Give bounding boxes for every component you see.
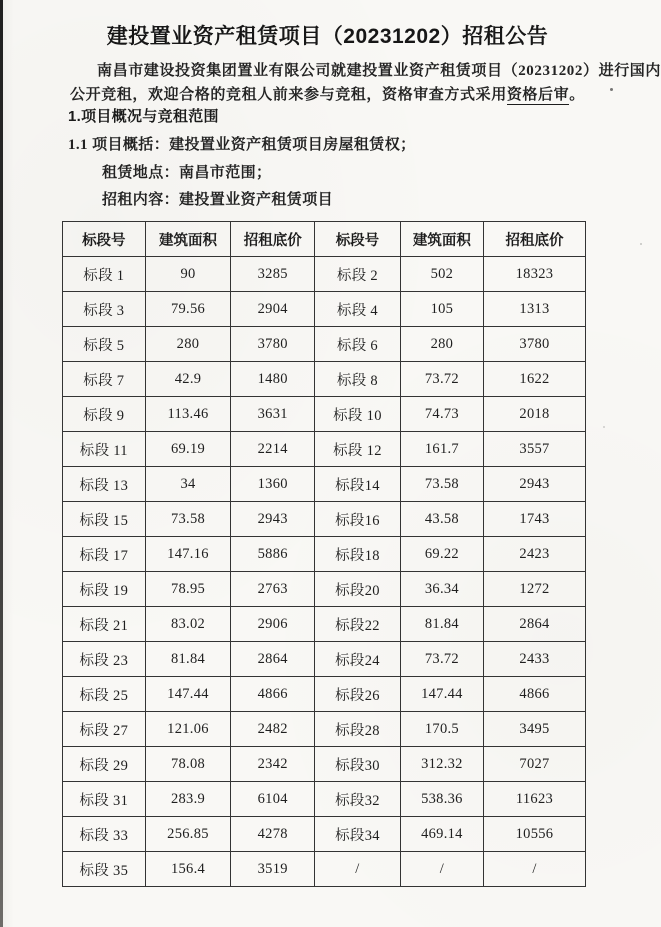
table-row — [63, 362, 586, 397]
scan-speck — [640, 243, 642, 245]
table-cell: 标段 12 — [315, 432, 401, 467]
table-cell: 280 — [400, 327, 483, 362]
table-head — [63, 222, 586, 257]
table-cell: 11623 — [483, 782, 585, 817]
table-cell: 105 — [400, 292, 483, 327]
table-cell: 280 — [145, 327, 231, 362]
scan-speck — [610, 88, 613, 91]
table-cell: 标段 6 — [315, 327, 401, 362]
table-cell: 73.72 — [400, 642, 483, 677]
table-row — [63, 537, 586, 572]
table-cell: 标段 29 — [63, 747, 146, 782]
intro-line2-period: 。 — [569, 87, 585, 103]
table-cell: 36.34 — [400, 572, 483, 607]
item-lease-content: 招租内容：建投置业资产租赁项目 — [102, 192, 334, 208]
table-cell: 标段20 — [315, 572, 401, 607]
table-cell: 3780 — [483, 327, 585, 362]
section-1-heading: 1.项目概况与竞租范围 — [68, 108, 219, 125]
table-cell: 标段 35 — [63, 852, 146, 887]
table-cell: 标段 23 — [63, 642, 146, 677]
table-cell: 69.22 — [400, 537, 483, 572]
table-cell: / — [315, 852, 401, 887]
table-cell: 4866 — [483, 677, 585, 712]
table-cell: 5886 — [231, 537, 315, 572]
table-cell: 3495 — [483, 712, 585, 747]
table-cell: 18323 — [483, 257, 585, 292]
intro-paragraph-line2 — [70, 83, 585, 104]
table-cell: 312.32 — [400, 747, 483, 782]
table-cell: 1480 — [231, 362, 315, 397]
table-cell: 3557 — [483, 432, 585, 467]
table-cell: 69.19 — [145, 432, 231, 467]
table-cell: 502 — [400, 257, 483, 292]
table-cell: 标段14 — [315, 467, 401, 502]
bid-sections-table — [62, 221, 586, 887]
table-cell: 1743 — [483, 502, 585, 537]
scanner-edge-shadow — [0, 0, 3, 927]
table-cell: / — [483, 852, 585, 887]
table-cell: 1622 — [483, 362, 585, 397]
table-cell: 2342 — [231, 747, 315, 782]
table-cell: 147.16 — [145, 537, 231, 572]
table-cell: 4278 — [231, 817, 315, 852]
table-cell: 113.46 — [145, 397, 231, 432]
table-cell: 79.56 — [145, 292, 231, 327]
table-header-cell: 招租底价 — [231, 222, 315, 257]
table-cell: 2943 — [483, 467, 585, 502]
table-cell: 2904 — [231, 292, 315, 327]
document-title: 建投置业资产租赁项目（20231202）招租公告 — [106, 25, 549, 48]
table-row — [63, 712, 586, 747]
table-cell: 标段 2 — [315, 257, 401, 292]
table-cell: 标段 7 — [63, 362, 146, 397]
table-cell: 81.84 — [145, 642, 231, 677]
table-row — [63, 432, 586, 467]
table-cell: 标段 31 — [63, 782, 146, 817]
table-row — [63, 502, 586, 537]
table-cell: 83.02 — [145, 607, 231, 642]
table-cell: 标段18 — [315, 537, 401, 572]
intro-line2-text: 公开竞租，欢迎合格的竞租人前来参与竞租，资格审查方式采用 — [70, 87, 507, 103]
table-cell: 6104 — [231, 782, 315, 817]
table-cell: 标段28 — [315, 712, 401, 747]
table-row — [63, 677, 586, 712]
table-cell: 2864 — [483, 607, 585, 642]
table-cell: 3780 — [231, 327, 315, 362]
table-cell: 标段32 — [315, 782, 401, 817]
table-cell: 标段 10 — [315, 397, 401, 432]
table-cell: 4866 — [231, 677, 315, 712]
table-cell: 标段16 — [315, 502, 401, 537]
table-cell: 73.72 — [400, 362, 483, 397]
table-cell: 标段34 — [315, 817, 401, 852]
table-cell: 74.73 — [400, 397, 483, 432]
table-cell: 256.85 — [145, 817, 231, 852]
table-header-cell: 标段号 — [315, 222, 401, 257]
table-cell: 2943 — [231, 502, 315, 537]
table-cell: 2423 — [483, 537, 585, 572]
table-cell: 标段 5 — [63, 327, 146, 362]
table-cell: 78.95 — [145, 572, 231, 607]
table-cell: 1313 — [483, 292, 585, 327]
table-cell: 标段 1 — [63, 257, 146, 292]
table-cell: 34 — [145, 467, 231, 502]
table-cell: 标段 9 — [63, 397, 146, 432]
table-cell: 73.58 — [145, 502, 231, 537]
table-row — [63, 292, 586, 327]
table-cell: 1272 — [483, 572, 585, 607]
table-cell: 3519 — [231, 852, 315, 887]
table-cell: 2482 — [231, 712, 315, 747]
table-cell: 标段 13 — [63, 467, 146, 502]
table-cell: 1360 — [231, 467, 315, 502]
table-row — [63, 607, 586, 642]
table-cell: 538.36 — [400, 782, 483, 817]
table-cell: 7027 — [483, 747, 585, 782]
table-row — [63, 572, 586, 607]
table-body — [63, 257, 586, 887]
table-cell: 43.58 — [400, 502, 483, 537]
table-cell: 2214 — [231, 432, 315, 467]
table-cell: 标段 4 — [315, 292, 401, 327]
table-cell: 标段 15 — [63, 502, 146, 537]
table-row — [63, 817, 586, 852]
table-cell: 2018 — [483, 397, 585, 432]
table-cell: 标段 8 — [315, 362, 401, 397]
table-cell: 3631 — [231, 397, 315, 432]
table-header-cell: 招租底价 — [483, 222, 585, 257]
table-cell: 10556 — [483, 817, 585, 852]
table-cell: 147.44 — [400, 677, 483, 712]
table-cell: 标段 21 — [63, 607, 146, 642]
table-cell: 42.9 — [145, 362, 231, 397]
table-cell: 2763 — [231, 572, 315, 607]
table-cell: 2433 — [483, 642, 585, 677]
table-cell: 170.5 — [400, 712, 483, 747]
table-cell: 标段24 — [315, 642, 401, 677]
table-cell: 标段22 — [315, 607, 401, 642]
table-row — [63, 852, 586, 887]
item-project-overview: 1.1 项目概括：建投置业资产租赁项目房屋租赁权； — [68, 137, 416, 153]
table-row — [63, 257, 586, 292]
intro-paragraph-line1: 南昌市建设投资集团置业有限公司就建投置业资产租赁项目（20231202）进行国内 — [97, 63, 661, 79]
table-cell: 147.44 — [145, 677, 231, 712]
table-row — [63, 747, 586, 782]
table-cell: 90 — [145, 257, 231, 292]
table-cell: 469.14 — [400, 817, 483, 852]
table-cell: 283.9 — [145, 782, 231, 817]
table-cell: 标段 3 — [63, 292, 146, 327]
table-header-cell: 建筑面积 — [145, 222, 231, 257]
table-cell: 标段 19 — [63, 572, 146, 607]
table-row — [63, 467, 586, 502]
table-cell: / — [400, 852, 483, 887]
table-cell: 78.08 — [145, 747, 231, 782]
table-header-row — [63, 222, 586, 257]
table-row — [63, 397, 586, 432]
table-row — [63, 642, 586, 677]
table-cell: 标段 11 — [63, 432, 146, 467]
table-row — [63, 327, 586, 362]
table-header-cell: 建筑面积 — [400, 222, 483, 257]
table-cell: 3285 — [231, 257, 315, 292]
table-cell: 标段30 — [315, 747, 401, 782]
table-header-cell: 标段号 — [63, 222, 146, 257]
table-cell: 标段 25 — [63, 677, 146, 712]
table-cell: 标段 17 — [63, 537, 146, 572]
item-lease-location: 租赁地点：南昌市范围； — [102, 165, 272, 181]
table-cell: 81.84 — [400, 607, 483, 642]
qualification-review-underlined-text: 资格后审 — [506, 87, 570, 103]
table-cell: 121.06 — [145, 712, 231, 747]
table-cell: 标段26 — [315, 677, 401, 712]
table-cell: 156.4 — [145, 852, 231, 887]
table-cell: 73.58 — [400, 467, 483, 502]
table-cell: 标段 33 — [63, 817, 146, 852]
table-cell: 标段 27 — [63, 712, 146, 747]
table-row — [63, 782, 586, 817]
scan-speck — [603, 426, 605, 428]
table-cell: 2864 — [231, 642, 315, 677]
table-cell: 2906 — [231, 607, 315, 642]
table-cell: 161.7 — [400, 432, 483, 467]
